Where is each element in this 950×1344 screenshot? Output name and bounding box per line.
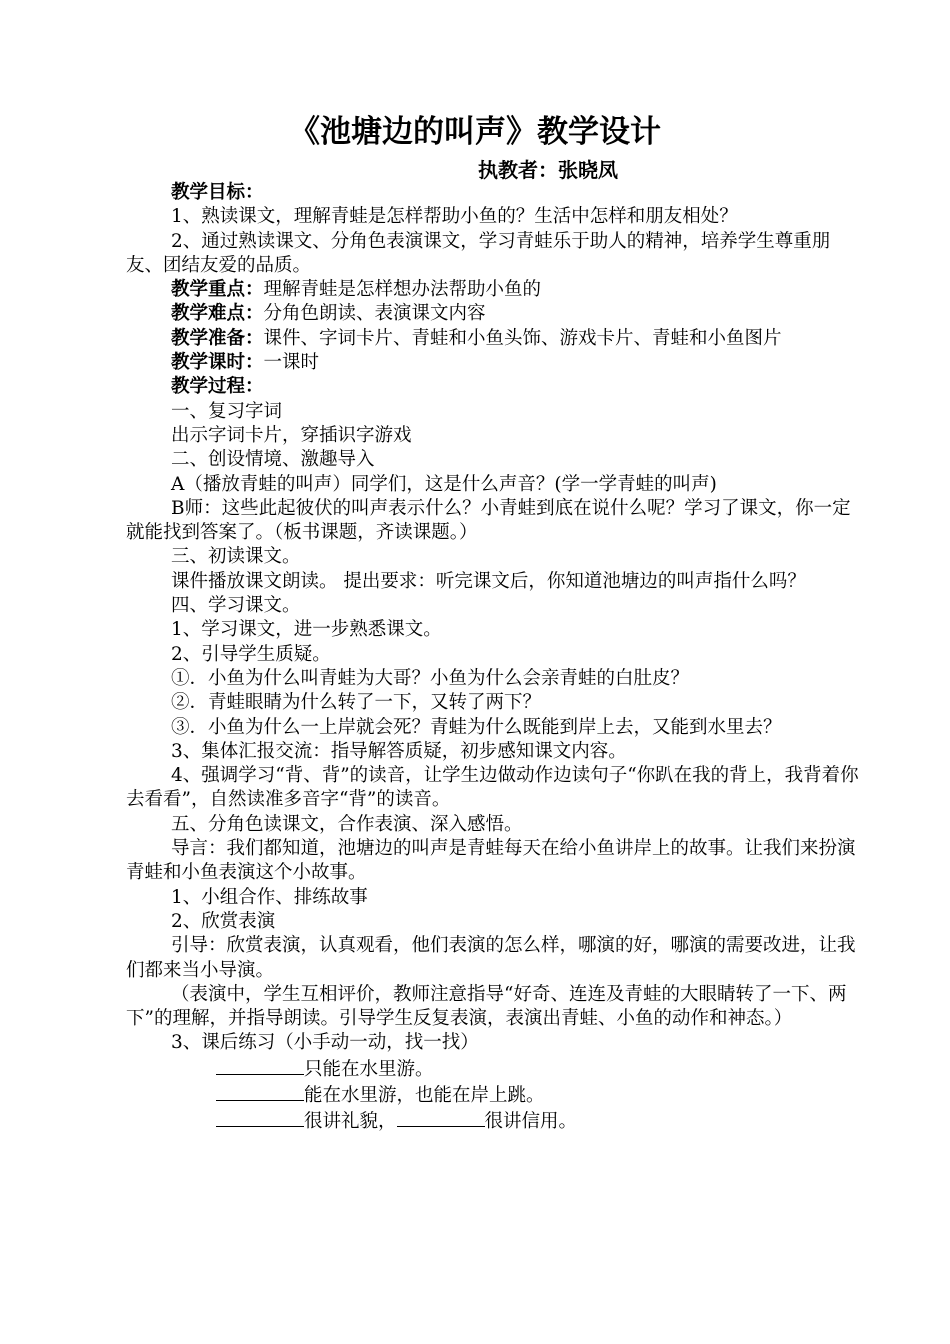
- process-line: 三、初读课文。: [171, 546, 301, 568]
- fill-blank: [397, 1108, 485, 1127]
- exercise-line: 只能在水里游。: [126, 1056, 861, 1082]
- document-body: [126, 181, 861, 1135]
- key-point-label: 教学重点：: [171, 279, 264, 301]
- fill-blank: [216, 1108, 304, 1127]
- difficulty: [126, 302, 861, 326]
- key-point: [126, 278, 861, 302]
- process-line: A（播放青蛙的叫声）同学们，这是什么声音？(学一学青蛙的叫声): [171, 473, 717, 495]
- difficulty-text: 分角色朗读、表演课文内容: [263, 303, 486, 325]
- key-point-text: 理解青蛙是怎样想办法帮助小鱼的: [263, 279, 542, 301]
- process-line: 1、学习课文，进一步熟悉课文。: [171, 619, 442, 641]
- process-line: 五、分角色读课文，合作表演、深入感悟。: [171, 813, 523, 835]
- goal-item: 2、通过熟读课文、分角色表演课文，学习青蛙乐于助人的精神，培养学生尊重朋友、团结友爱的品质。: [126, 230, 831, 276]
- process-heading: 教学过程：: [171, 376, 264, 398]
- process-line: 2、引导学生质疑。: [171, 643, 331, 665]
- exercise-line: 能在水里游，也能在岸上跳。: [126, 1082, 861, 1108]
- process-line: 3、集体汇报交流：指导解答质疑，初步感知课文内容。: [171, 740, 627, 762]
- process-line: 4、强调学习“背、背”的读音，让学生边做动作边读句子“你趴在我的背上，我背着你去看看”，自然读准多音字“背”的读音。: [126, 765, 859, 811]
- process-line: ②．青蛙眼睛为什么转了一下，又转了两下？: [171, 692, 542, 714]
- process-line: 出示字词卡片，穿插识字游戏: [171, 424, 412, 446]
- exercise-line: 很讲礼貌， 很讲信用。: [126, 1108, 861, 1134]
- process-line: B师：这些此起彼伏的叫声表示什么？小青蛙到底在说什么呢？学习了课文，你一定就能找到答案了。（板书课题，齐读课题。）: [126, 497, 851, 544]
- process-line: 引导：欣赏表演，认真观看，他们表演的怎么样，哪演的好，哪演的需要改进，让我们都来当小导演。: [126, 935, 856, 981]
- class-hours-label: 教学课时：: [171, 352, 264, 374]
- process-line: （表演中，学生互相评价，教师注意指导“好奇、连连及青蛙的大眼睛转了一下、两下”的理解，并指导朗读。引导学生反复表演，表演出青蛙、小鱼的动作和神态。）: [126, 983, 847, 1030]
- process-line: 课件播放课文朗读。 提出要求：听完课文后，你知道池塘边的叫声指什么吗？: [171, 570, 806, 592]
- process-line: 四、学习课文。: [171, 595, 301, 617]
- preparation-text: 课件、字词卡片、青蛙和小鱼头饰、游戏卡片、青蛙和小鱼图片: [263, 327, 782, 349]
- process-line: 一、复习字词: [171, 400, 283, 422]
- process-line: 3、课后练习（小手动一动，找一找）: [171, 1032, 479, 1054]
- goal-item: 1、熟读课文，理解青蛙是怎样帮助小鱼的？生活中怎样和朋友相处？: [171, 206, 738, 228]
- goals-heading: 教学目标：: [171, 182, 264, 203]
- class-hours: [126, 351, 861, 375]
- fill-blank: [216, 1056, 304, 1075]
- fill-blank: [216, 1082, 304, 1101]
- process-line: ①．小鱼为什么叫青蛙为大哥？小鱼为什么会亲青蛙的白肚皮？: [171, 667, 690, 689]
- class-hours-text: 一课时: [263, 352, 320, 374]
- author-line: 执教者：张晓凤: [478, 158, 618, 182]
- difficulty-label: 教学难点：: [171, 303, 264, 325]
- preparation-label: 教学准备：: [171, 327, 264, 349]
- process-line: ③．小鱼为什么一上岸就会死？青蛙为什么既能到岸上去，又能到水里去？: [171, 716, 782, 738]
- process-line: 1、小组合作、排练故事: [171, 886, 368, 908]
- process-line: 二、创设情境、激趣导入: [171, 449, 375, 471]
- preparation: [126, 327, 861, 351]
- process-line: 导言：我们都知道，池塘边的叫声是青蛙每天在给小鱼讲岸上的故事。让我们来扮演青蛙和小鱼表演这个小故事。: [126, 838, 856, 884]
- process-line: 2、欣赏表演: [171, 910, 276, 932]
- document-title: 《池塘边的叫声》教学设计: [289, 114, 661, 150]
